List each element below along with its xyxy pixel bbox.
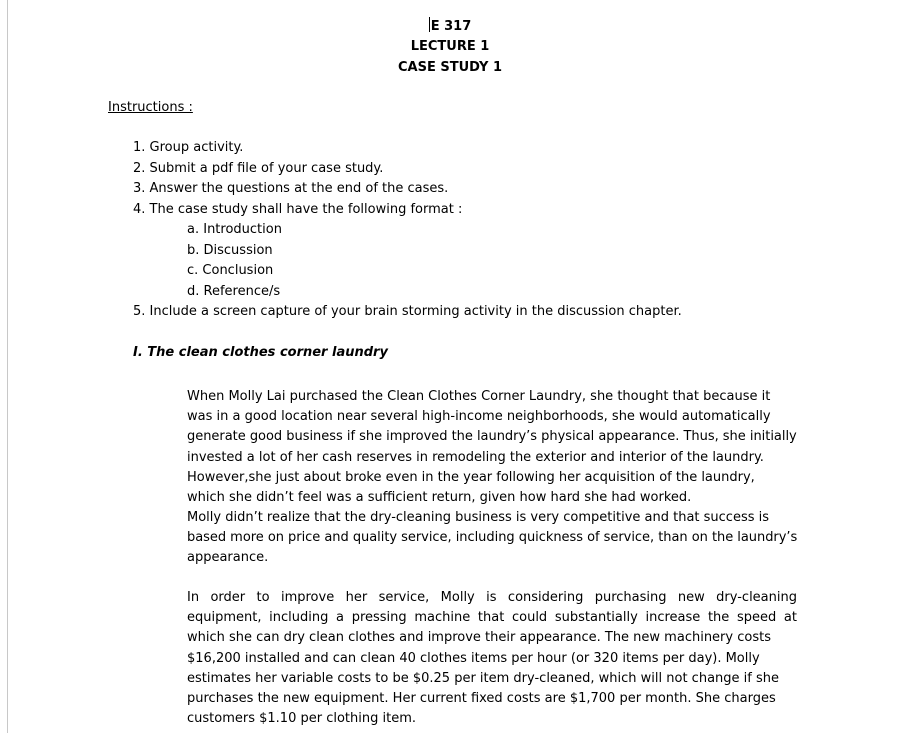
case-paragraph-3 (187, 588, 797, 729)
format-item-references: d. Reference/s (187, 284, 281, 299)
case-paragraph-2 (187, 508, 797, 569)
paragraph-line: However,she just about broke even in the year following her acquisition of the laundry, (187, 469, 755, 485)
instruction-item-5: 5. Include a screen capture of your brain storming activity in the discussion chapter. (133, 304, 682, 319)
paragraph-line: customers $1.10 per clothing item. (187, 711, 416, 727)
paragraph-line: was in a good location near several high-income neighborhoods, she would automatically (187, 409, 771, 425)
instruction-item-3: 3. Answer the questions at the end of the cases. (133, 181, 449, 196)
case-study-heading: CASE STUDY 1 (398, 60, 502, 75)
paragraph-line: which she can dry clean clothes and improve their appearance. The new machinery costs (187, 630, 771, 646)
paragraph-line: invested a lot of her cash reserves in remodeling the exterior and interior of the laundry. (187, 449, 764, 465)
instruction-item-2: 2. Submit a pdf file of your case study. (133, 161, 384, 176)
paragraph-line: purchases the new equipment. Her current fixed costs are $1,700 per month. She charges (187, 691, 776, 707)
instruction-item-4: 4. The case study shall have the following format : (133, 202, 463, 217)
course-code: E 317 (430, 19, 472, 34)
case-title: I. The clean clothes corner laundry (133, 345, 388, 360)
paragraph-line: equipment, including a pressing machine that could substantially increase the speed at (187, 610, 797, 626)
instructions-heading: Instructions : (108, 100, 193, 115)
paragraph-line: estimates her variable costs to be $0.25 per item dry-cleaned, which will not change if she (187, 670, 779, 686)
margin-line (7, 0, 8, 733)
course-code-line[interactable] (0, 17, 900, 35)
paragraph-line: based more on price and quality service, including quickness of service, than on the laundry’s (187, 530, 798, 546)
paragraph-line: When Molly Lai purchased the Clean Clothes Corner Laundry, she thought that because it (187, 389, 771, 404)
paragraph-line: In order to improve her service, Molly is considering purchasing new dry-cleaning (187, 590, 797, 605)
format-item-introduction: a. Introduction (187, 222, 282, 237)
case-paragraph-1 (187, 387, 797, 508)
paragraph-line: $16,200 installed and can clean 40 clothes items per hour (or 320 items per day). Molly (187, 650, 760, 666)
paragraph-line: Molly didn’t realize that the dry-cleaning business is very competitive and that success is (187, 510, 770, 525)
format-item-discussion: b. Discussion (187, 243, 273, 258)
instruction-item-1: 1. Group activity. (133, 140, 244, 155)
text-cursor (429, 17, 430, 32)
paragraph-line: appearance. (187, 550, 269, 566)
paragraph-line: which she didn’t feel was a sufficient return, given how hard she had worked. (187, 490, 692, 506)
paragraph-line: generate good business if she improved the laundry’s physical appearance. Thus, she initially (187, 429, 797, 445)
format-item-conclusion: c. Conclusion (187, 263, 274, 278)
lecture-heading: LECTURE 1 (410, 39, 490, 54)
